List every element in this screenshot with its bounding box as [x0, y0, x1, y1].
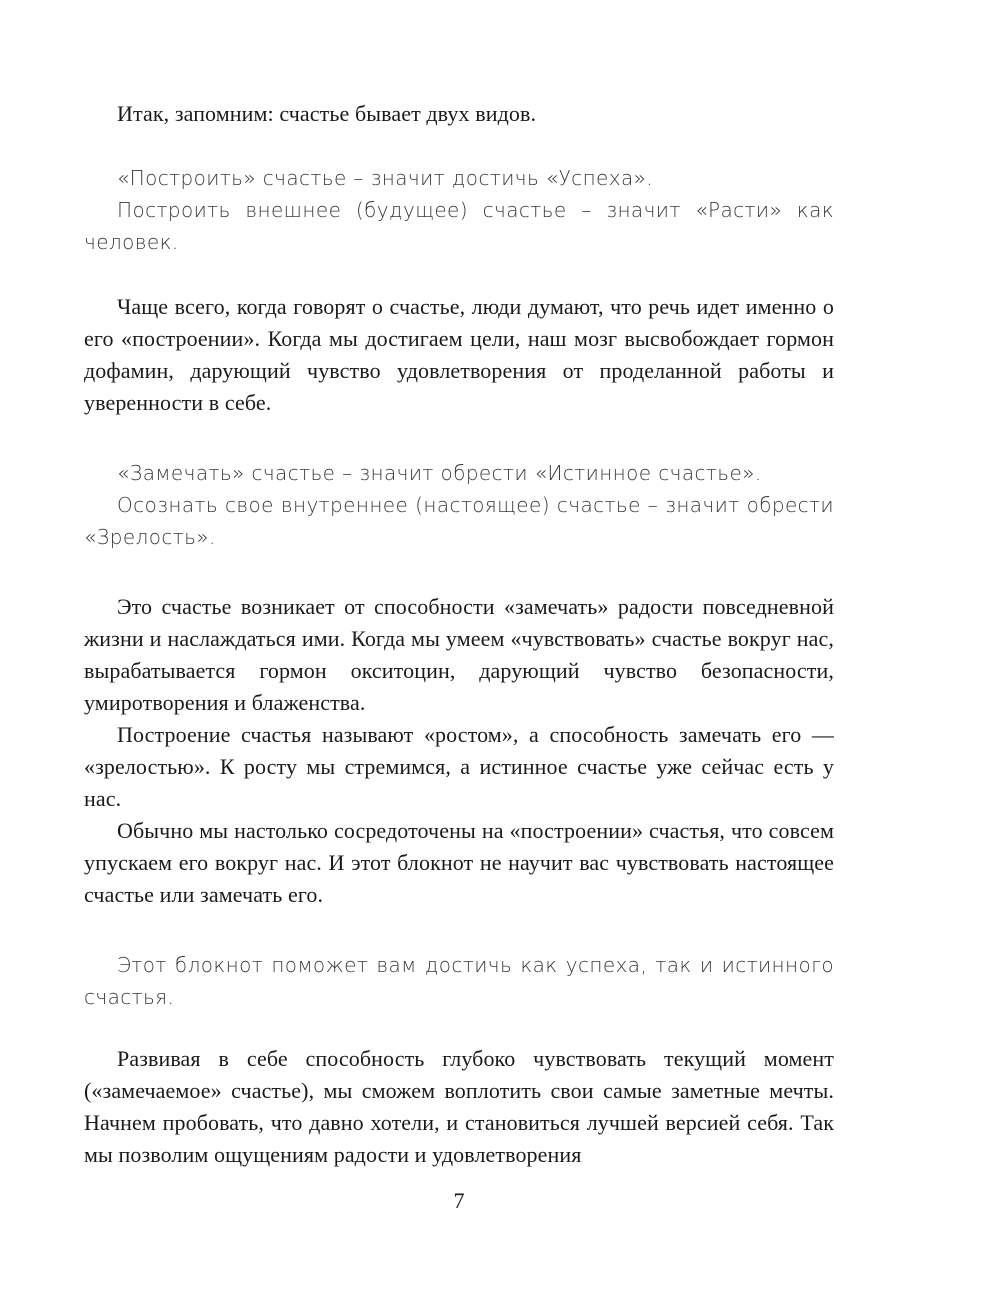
handwritten-line: Построить внешнее (будущее) счастье – значит «Расти» как человек.	[84, 198, 834, 254]
body-paragraph: Развивая в себе способность глубоко чувствовать текущий момент («замечаемое» счастье), мы сможем воплотить свои самые заметные мечты. Начнем пробовать, что давно хотели, и становиться лучшей версией себя. Так мы позволим ощущениям радости и удовлетворения	[84, 1046, 834, 1167]
handwritten-line: «Построить» счастье – значит достичь «Успеха».	[117, 166, 654, 190]
paragraph-dopamine	[84, 291, 834, 419]
handwritten-line: Этот блокнот поможет вам достичь как успеха, так и истинного счастья.	[84, 953, 834, 1009]
handwritten-line: Осознать свое внутреннее (настоящее) счастье – значит обрести «Зрелость».	[84, 493, 834, 549]
handwritten-line: «Замечать» счастье – значит обрести «Истинное счастье».	[117, 461, 762, 485]
paragraph-oxytocin	[84, 591, 834, 911]
body-paragraph: Это счастье возникает от способности «замечать» радости повседневной жизни и наслаждаться ими. Когда мы умеем «чувствовать» счастье вокруг нас, вырабатывается гормон окситоцин, дарующий чувство безопасности, умиротворения и блаженства.	[84, 594, 834, 715]
paragraph-developing	[84, 1043, 834, 1171]
book-page	[84, 0, 834, 1299]
quote-notebook-helps	[84, 949, 834, 1013]
body-paragraph: Итак, запомним: счастье бывает двух видов.	[117, 101, 537, 126]
body-paragraph: Построение счастья называют «ростом», а способность замечать его — «зрелостью». К росту мы стремимся, а истинное счастье уже сейчас есть у нас.	[84, 722, 834, 811]
page-number: 7	[453, 1188, 465, 1213]
body-paragraph: Обычно мы настолько сосредоточены на «построении» счастья, что совсем упускаем его вокруг нас. И этот блокнот не научит вас чувствовать настоящее счастье или замечать его.	[84, 818, 834, 907]
quote-build-happiness	[84, 162, 834, 258]
body-paragraph: Чаще всего, когда говорят о счастье, люди думают, что речь идет именно о его «построении». Когда мы достигаем цели, наш мозг высвобождает гормон дофамин, дарующий чувство удовлетворения от проделанной работы и уверенности в себе.	[84, 294, 834, 415]
quote-notice-happiness	[84, 457, 834, 553]
paragraph-two-kinds	[84, 98, 834, 130]
